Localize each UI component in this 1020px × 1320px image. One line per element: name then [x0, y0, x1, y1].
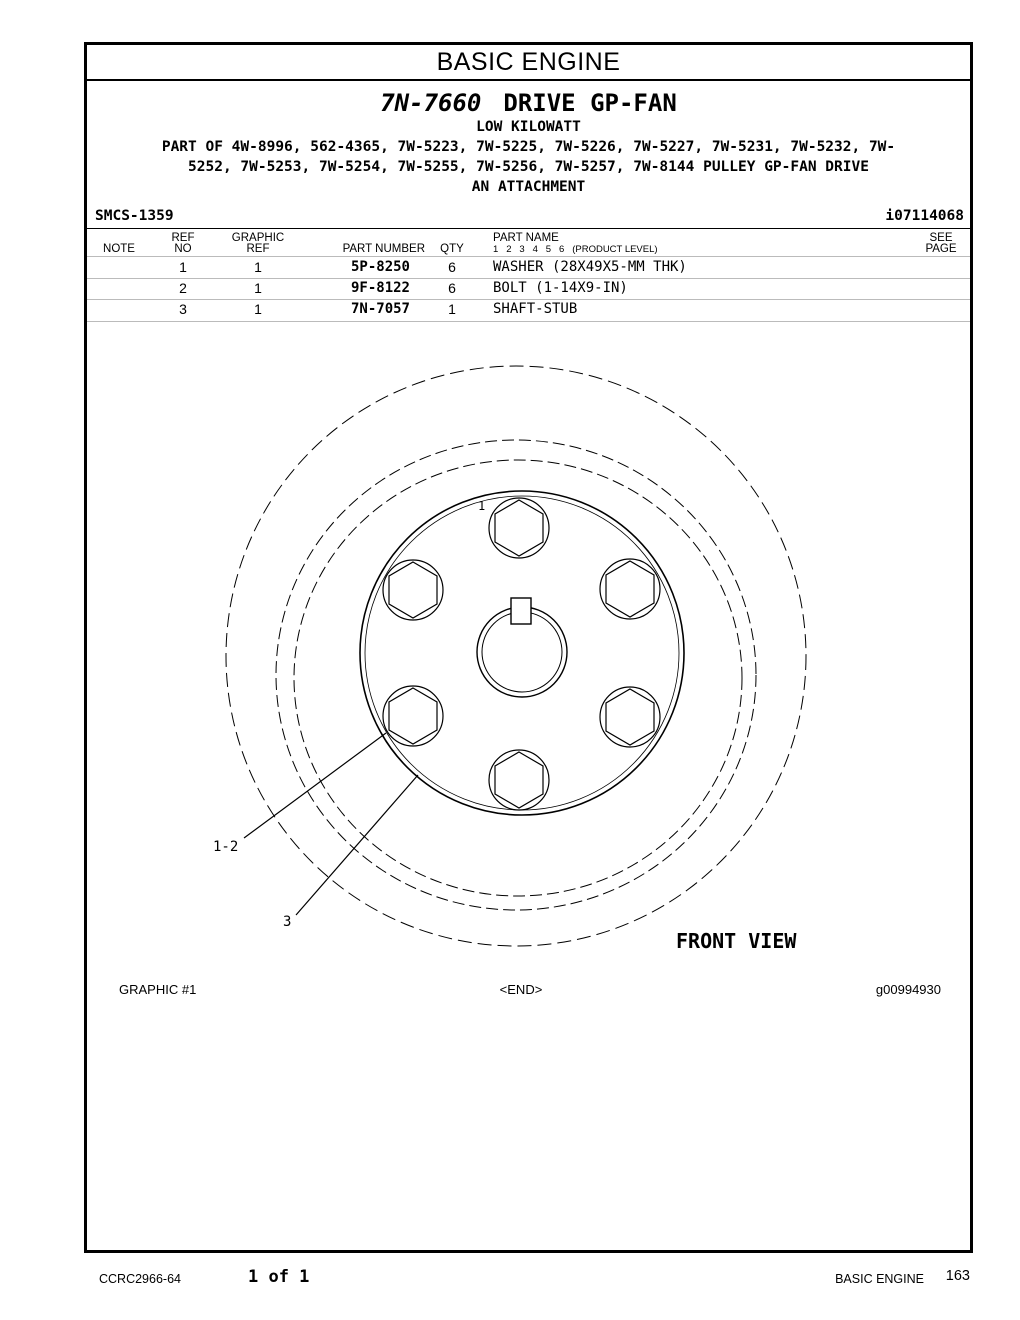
header-product-level: 1 2 3 4 5 6 (PRODUCT LEVEL) [493, 244, 658, 255]
header-graphic-bottom: REF [246, 243, 270, 255]
bolt-washer [600, 559, 660, 619]
leader-line-3 [296, 775, 418, 915]
row-3-ref: 3 [179, 301, 187, 317]
document-ident: i07114068 [885, 208, 964, 224]
header-graphic-top: GRAPHIC [231, 232, 285, 244]
callout-1-label: 1 [478, 499, 486, 513]
header-see-bottom: PAGE [925, 243, 957, 255]
header-ref-top: REF [171, 232, 195, 244]
group-part-number: 7N-7660 [380, 89, 482, 117]
row-2-ref: 2 [179, 280, 187, 296]
row-1-part-number: 5P-8250 [350, 259, 410, 275]
pulley-groove-circle-outer [276, 440, 756, 910]
row-1-part-name: WASHER (28X49X5-MM THK) [493, 259, 687, 275]
footer-page-of: 1 of 1 [248, 1267, 310, 1287]
hub-plate-inner-circle [365, 496, 679, 810]
bolt-washer [383, 686, 443, 746]
graphic-caption-end: <END> [499, 982, 543, 997]
leader-line-1-2 [244, 733, 386, 838]
bolt-head [606, 689, 654, 745]
bolt-washer [600, 687, 660, 747]
bolt-washer [383, 560, 443, 620]
bolt-washer [489, 498, 549, 558]
row-2-graphic: 1 [254, 280, 262, 296]
bolt-head [389, 562, 437, 618]
group-usage-line-2: 5252, 7W-5253, 7W-5254, 7W-5255, 7W-5256, 7W-5257, 7W-8144 PULLEY GP-FAN DRIVE [188, 159, 869, 175]
group-name: DRIVE GP-FAN [503, 89, 677, 117]
footer-doc-id: CCRC2966-64 [99, 1272, 181, 1286]
header-ref-bottom: NO [174, 243, 192, 255]
smcs-code: SMCS-1359 [95, 208, 174, 224]
section-title: BASIC ENGINE [87, 45, 970, 81]
footer-page-number: 163 [945, 1268, 970, 1284]
shaft-key [511, 598, 531, 624]
graphic-caption-left: GRAPHIC #1 [119, 982, 197, 997]
footer-section: BASIC ENGINE [835, 1272, 924, 1286]
row-3-part-number: 7N-7057 [350, 301, 410, 317]
callout-3-label: 3 [283, 914, 292, 930]
row-2-part-name: BOLT (1-14X9-IN) [493, 280, 628, 296]
bolt-washer [489, 750, 549, 810]
outer-pulley-circle [226, 366, 806, 946]
front-view-label: FRONT VIEW [676, 929, 797, 953]
header-note: NOTE [103, 243, 135, 255]
bolt-head [495, 752, 543, 808]
row-1-graphic: 1 [254, 259, 262, 275]
group-usage-line-1: PART OF 4W-8996, 562-4365, 7W-5223, 7W-5225, 7W-5226, 7W-5227, 7W-5231, 7W-5232, 7W- [161, 139, 896, 155]
bolt-head [389, 688, 437, 744]
group-subtitle: LOW KILOWATT [476, 119, 581, 135]
group-attachment-note: AN ATTACHMENT [471, 179, 586, 195]
row-3-part-name: SHAFT-STUB [493, 301, 578, 317]
row-2-qty: 6 [448, 280, 456, 296]
header-qty: QTY [440, 243, 464, 255]
callout-1-2-label: 1-2 [213, 839, 239, 855]
row-1-ref: 1 [179, 259, 187, 275]
bolt-head [495, 500, 543, 556]
header-see-top: SEE [929, 232, 953, 244]
graphic-caption-id: g00994930 [875, 982, 941, 997]
row-2-part-number: 9F-8122 [350, 280, 410, 296]
bolt-pattern [383, 498, 660, 810]
header-part-name: PART NAME [493, 232, 559, 244]
hub-plate-circle [360, 491, 684, 815]
row-3-graphic: 1 [254, 301, 262, 317]
bolt-head [606, 561, 654, 617]
row-3-qty: 1 [448, 301, 456, 317]
row-1-qty: 6 [448, 259, 456, 275]
header-part-number: PART NUMBER [342, 243, 425, 255]
